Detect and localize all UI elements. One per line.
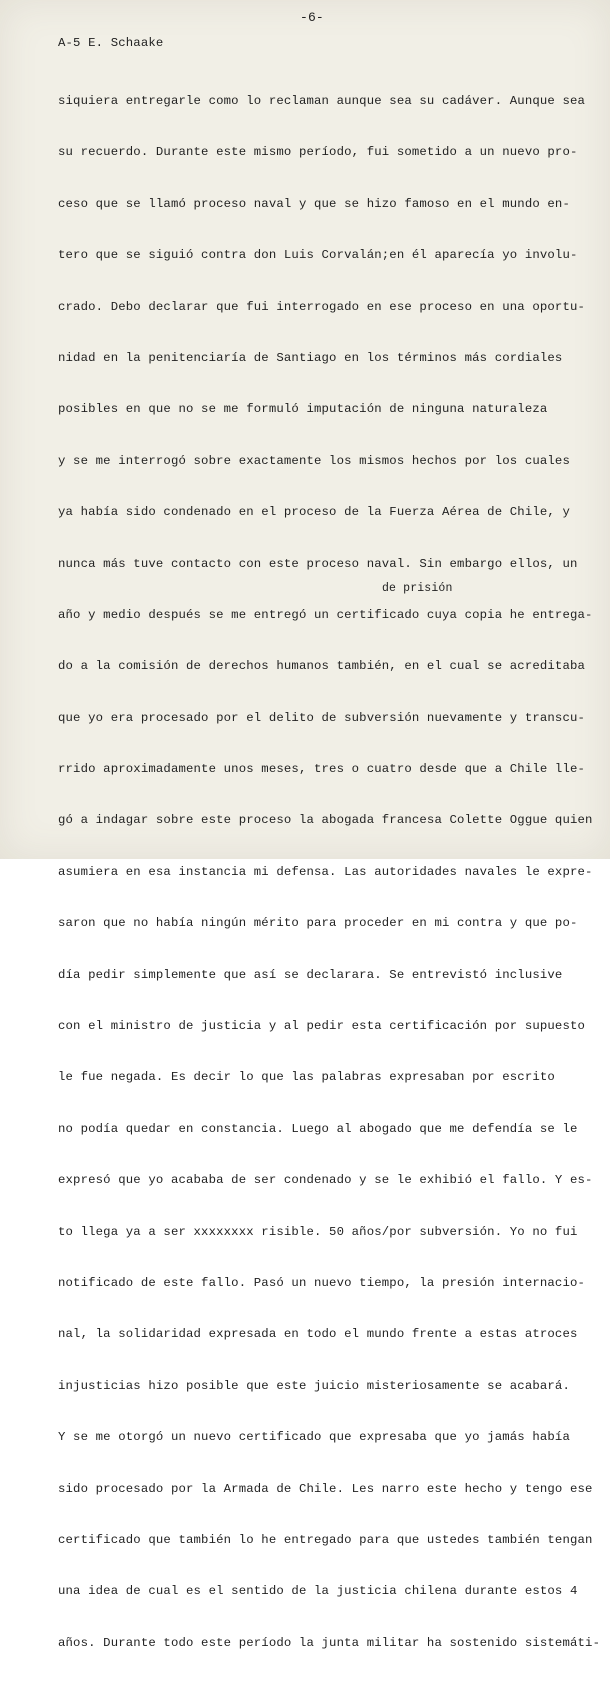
text-line: asumiera en esa instancia mi defensa. Las autoridades navales le expre- bbox=[58, 864, 593, 879]
text-line: ya había sido condenado en el proceso de la Fuerza Aérea de Chile, y bbox=[58, 505, 570, 520]
text-line: no podía quedar en constancia. Luego al abogado que me defendía se le bbox=[58, 1121, 578, 1136]
text-line: años. Durante todo este período la junta militar ha sostenido sistemáti- bbox=[58, 1635, 601, 1650]
text-line: su recuerdo. Durante este mismo período, fui sometido a un nuevo pro- bbox=[58, 145, 578, 160]
page-number: -6- bbox=[300, 10, 324, 25]
text-line: año y medio después se me entregó un certificado cuya copia he entrega- bbox=[58, 607, 593, 622]
text-line: sido procesado por la Armada de Chile. Les narro este hecho y tengo ese bbox=[58, 1481, 593, 1496]
text-line: notificado de este fallo. Pasó un nuevo tiempo, la presión internacio- bbox=[58, 1275, 586, 1290]
header-reference: A-5 E. Schaake bbox=[58, 36, 164, 50]
text-line: día pedir simplemente que así se declarara. Se entrevistó inclusive bbox=[58, 967, 563, 982]
body-text bbox=[58, 62, 600, 1683]
interlinear-insertion: de prisión bbox=[382, 582, 453, 595]
text-line: certificado que también lo he entregado para que ustedes también tengan bbox=[58, 1532, 593, 1547]
text-line: injusticias hizo posible que este juicio misteriosamente se acabará. bbox=[58, 1378, 570, 1393]
text-line: do a la comisión de derechos humanos también, en el cual se acreditaba bbox=[58, 659, 586, 674]
text-line: y se me interrogó sobre exactamente los mismos hechos por los cuales bbox=[58, 453, 570, 468]
text-line: posibles en que no se me formuló imputación de ninguna naturaleza bbox=[58, 402, 548, 417]
text-line: crado. Debo declarar que fui interrogado en ese proceso en una oportu- bbox=[58, 299, 586, 314]
text-line: to llega ya a ser xxxxxxxx risible. 50 años/por subversión. Yo no fui bbox=[58, 1224, 578, 1239]
text-line: una idea de cual es el sentido de la justicia chilena durante estos 4 bbox=[58, 1584, 578, 1599]
text-line: ceso que se llamó proceso naval y que se hizo famoso en el mundo en- bbox=[58, 196, 570, 211]
text-line: nidad en la penitenciaría de Santiago en los términos más cordiales bbox=[58, 350, 563, 365]
text-line: Y se me otorgó un nuevo certificado que expresaba que yo jamás había bbox=[58, 1430, 570, 1445]
text-line: siquiera entregarle como lo reclaman aunque sea su cadáver. Aunque sea bbox=[58, 94, 586, 108]
text-line: le fue negada. Es decir lo que las palabras expresaban por escrito bbox=[58, 1070, 555, 1085]
text-line: expresó que yo acababa de ser condenado y se le exhibió el fallo. Y es- bbox=[58, 1173, 593, 1188]
text-line: nal, la solidaridad expresada en todo el mundo frente a estas atroces bbox=[58, 1327, 578, 1342]
text-line: saron que no había ningún mérito para proceder en mi contra y que po- bbox=[58, 916, 578, 931]
text-line: que yo era procesado por el delito de subversión nuevamente y transcu- bbox=[58, 710, 586, 725]
text-line: tero que se siguió contra don Luis Corvalán;en él aparecía yo involu- bbox=[58, 248, 578, 263]
text-line: con el ministro de justicia y al pedir esta certificación por supuesto bbox=[58, 1019, 586, 1034]
text-line: rrido aproximadamente unos meses, tres o cuatro desde que a Chile lle- bbox=[58, 762, 586, 777]
text-line: gó a indagar sobre este proceso la abogada francesa Colette Oggue quien bbox=[58, 813, 593, 828]
text-line: nunca más tuve contacto con este proceso naval. Sin embargo ellos, un bbox=[58, 556, 578, 571]
